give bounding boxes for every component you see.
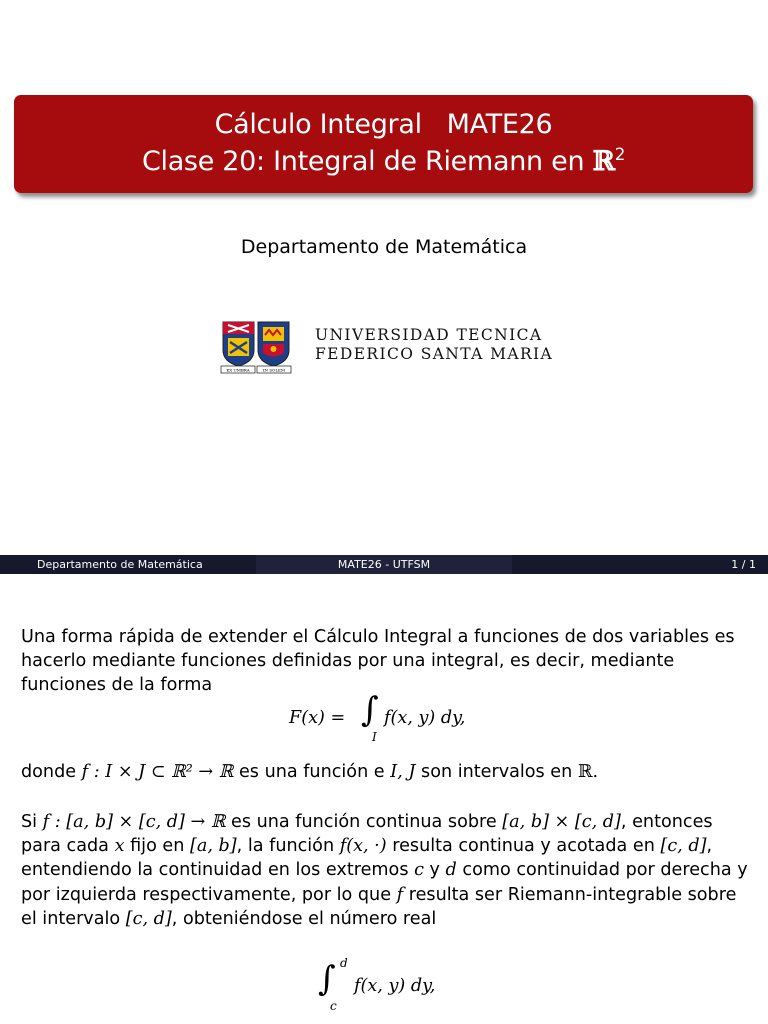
university-logo: [220, 320, 554, 374]
university-name-line2: FEDERICO SANTA MARIA: [315, 345, 554, 363]
footer-left: [0, 555, 256, 574]
author: Departamento de Matemática: [240, 236, 528, 258]
text: resulta continua y acotada en: [392, 836, 655, 857]
text: , la función: [236, 836, 335, 857]
math: x: [114, 836, 125, 857]
math: f : I × J ⊂ ℝ² → ℝ: [81, 762, 234, 782]
footer-bar: [0, 555, 768, 574]
text: son intervalos en: [421, 762, 573, 782]
text: por izquierda respectivamente, por lo que: [21, 884, 392, 905]
math: [c, d]: [125, 908, 172, 929]
course-title: Cálculo Integral MATE26: [214, 109, 553, 140]
math: f(x, ·): [339, 836, 387, 857]
lecture-title-text: Clase 20: Integral de Riemann en: [141, 146, 593, 177]
math: ℝ.: [577, 762, 599, 782]
text-line: [21, 883, 756, 907]
text-line: [21, 834, 756, 858]
text: , obteniéndose el número real: [171, 908, 437, 929]
footer-author: Departamento de Matemática: [37, 558, 203, 571]
lecture-title: [14, 144, 753, 177]
equation-integral-cd: [318, 954, 468, 1014]
university-name: [315, 326, 553, 364]
text-line: hacerlo mediante funciones definidas por una integral, es decir, mediante: [21, 651, 675, 672]
integral-sign: ∫: [361, 690, 379, 730]
content-slide: [0, 576, 768, 1024]
university-name-line1: UNIVERSIDAD TECNICA: [315, 326, 543, 344]
page-number: 1 / 1: [731, 558, 756, 571]
crest-icon: [220, 320, 292, 374]
text: Si: [21, 812, 38, 832]
paragraph-continuity: [21, 810, 756, 931]
text: es una función e: [238, 762, 385, 782]
text: entendiendo la continuidad en los extremos: [21, 860, 409, 881]
math: [a, b] × [c, d]: [502, 812, 621, 832]
text: , entonces: [620, 812, 713, 832]
eq-lower-limit: I: [372, 730, 377, 744]
text-line: [21, 810, 756, 834]
title-banner: [14, 95, 753, 193]
text-line: funciones de la forma: [21, 675, 213, 696]
footer-center: MATE26 - UTFSM: [256, 555, 512, 574]
paragraph-definition: [21, 760, 756, 784]
eq-integrand: f(x, y) dy,: [384, 708, 466, 728]
reals-symbol: ℝ: [592, 146, 615, 177]
text-line: [21, 907, 756, 931]
text: es una función continua sobre: [231, 812, 497, 832]
eq-lower-limit: c: [330, 999, 337, 1013]
text: ,: [706, 836, 713, 857]
text: para cada: [21, 836, 109, 857]
math: [c, d]: [660, 836, 707, 857]
math: [a, b]: [190, 836, 237, 857]
text: como continuidad por derecha y: [462, 860, 748, 881]
crest-banner-right: IN SOLEM: [262, 367, 286, 373]
eq-integrand: f(x, y) dy,: [354, 976, 436, 996]
paragraph-intro: [21, 625, 756, 698]
text: resulta ser Riemann-integrable sobre: [408, 884, 737, 905]
eq-lhs: F(x) =: [289, 708, 346, 728]
footer-right: [512, 555, 768, 574]
integral-sign: ∫: [318, 959, 336, 999]
math: d: [445, 860, 457, 881]
math: c: [414, 860, 424, 881]
eq-upper-limit: d: [340, 956, 348, 970]
equation-integral-F: [289, 690, 509, 744]
text: donde: [21, 762, 77, 782]
text: el intervalo: [21, 908, 121, 929]
text: fijo en: [130, 836, 185, 857]
exponent: 2: [614, 144, 626, 164]
text-line: [21, 858, 756, 882]
math: f: [396, 884, 404, 905]
math: f : [a, b] × [c, d] → ℝ: [42, 812, 226, 832]
text: y: [429, 860, 440, 881]
text-line: Una forma rápida de extender el Cálculo Integral a funciones de dos variables es: [21, 627, 735, 647]
math: I, J: [390, 762, 416, 782]
crest-banner-left: EX UMBRA: [226, 367, 250, 373]
